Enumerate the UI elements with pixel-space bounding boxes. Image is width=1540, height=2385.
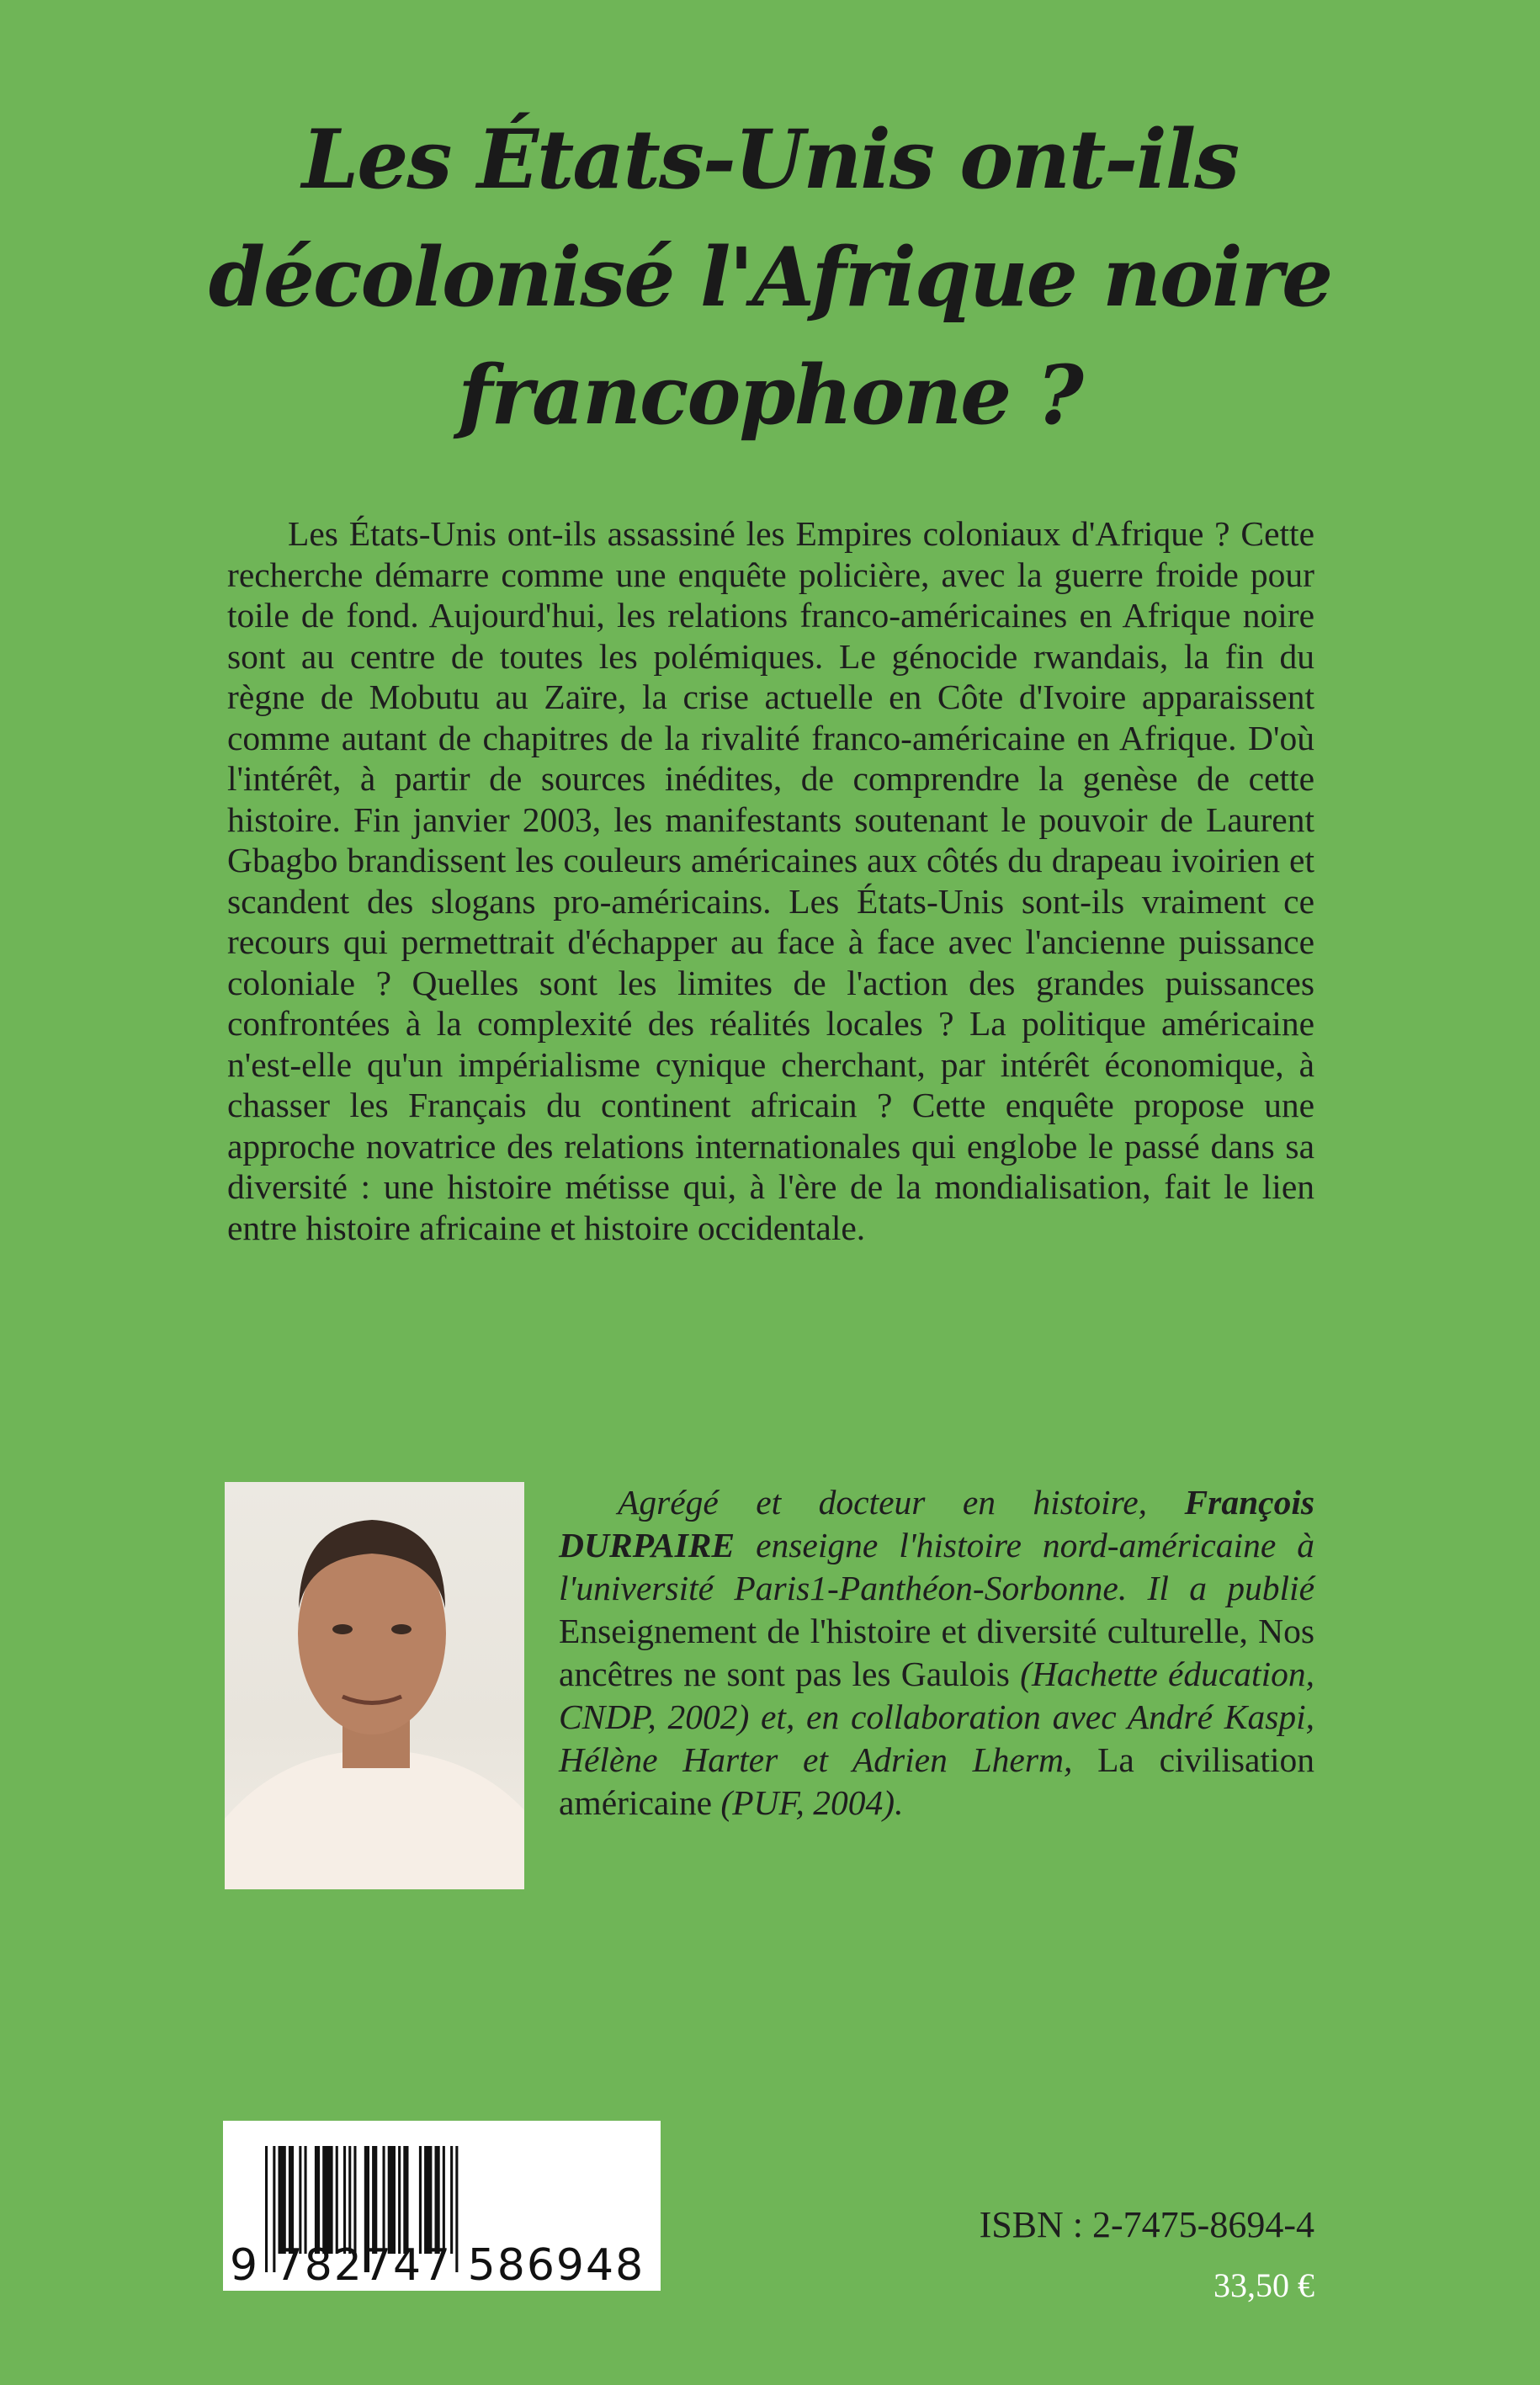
barcode-digits: 9 782747 586948 [230,2240,645,2291]
book-description [227,513,1314,1248]
barcode-bar [279,2146,286,2254]
barcode-bar [305,2146,307,2254]
barcode-bar [322,2146,332,2254]
description-text: Les États-Unis ont-ils assassiné les Empires coloniaux d'Afrique ? Cette recherche démarre comme une enquête policière, avec la guerre froide pour toile de fond. Aujourd'hui, les relations franco-américaines en Afrique noire sont au centre de toutes les polémiques. Le génocide rwandais, la fin du règne de Mobutu au Zaïre, la crise actuelle en Côte d'Ivoire apparaissent comme autant de chapitres de la rivalité franco-américaine en Afrique. D'où l'intérêt, à partir de sources inédites, de comprendre la genèse de cette histoire. Fin janvier 2003, les manifestants soutenant le pouvoir de Laurent Gbagbo brandissent les couleurs américaines aux côtés du drapeau ivoirien et scandent des slogans pro-américains. Les États-Unis sont-ils vraiment ce recours qui permettrait d'échapper au face à face avec l'ancienne puissance coloniale ? Quelles sont les limites de l'action des grandes puissances confrontées à la complexité des réalités locales ? La politique américaine n'est-elle qu'un impérialisme cynique cherchant, par intérêt économique, à chasser les Français du continent africain ? Cette enquête propose une approche novatrice des relations internationales qui englobe le passé dans sa diversité : une histoire métisse qui, à l'ère de la mondialisation, fait le lien entre histoire africaine et histoire occidentale. [227,514,1314,1247]
barcode-bar [299,2146,301,2254]
barcode-bar [315,2146,320,2254]
title-line: francophone ? [458,348,1082,443]
barcode-bar [336,2146,338,2254]
book-title [0,101,1540,454]
barcode [223,2121,661,2291]
isbn: ISBN : 2-7475-8694-4 [979,2204,1314,2245]
bio-text: (PUF, 2004). [712,1783,904,1822]
bio-text: enseigne l'histoire nord-américaine à l'université Paris1-Panthéon-Sorbonne. Il a publié [559,1526,1314,1607]
author-name: François DURPAIRE [559,1483,1314,1564]
barcode-bar [383,2146,385,2254]
author-portrait-icon [225,1482,524,1889]
barcode-bar [372,2146,377,2254]
barcode-bar [435,2146,440,2254]
price: 33,50 € [1213,2266,1314,2304]
barcode-bar [388,2146,396,2254]
book-reference: La civilisation américaine [559,1740,1314,1822]
barcode-bar [403,2146,408,2254]
barcode-bar [353,2146,356,2254]
barcode-bar [398,2146,401,2254]
barcode-bar [443,2146,445,2254]
author-photo [225,1482,524,1889]
bio-text: Agrégé et docteur en histoire, [618,1483,1185,1522]
barcode-bar [424,2146,432,2254]
barcode-bar [343,2146,346,2254]
author-bio [559,1481,1314,1825]
book-reference: Enseignement de l'histoire et diversité culturelle, Nos ancêtres ne sont pas les Gaulois [559,1612,1314,1693]
title-line: décolonisé l'Afrique noire [208,230,1332,325]
bio-text: (Hachette éducation, CNDP, 2002) et, en collaboration avec André Kaspi, Hélène Harter et Adrien Lherm, [559,1655,1314,1779]
barcode-bar [348,2146,351,2254]
title-line: Les États-Unis ont-ils [301,112,1239,207]
barcode-bar [419,2146,422,2254]
barcode-bar [289,2146,294,2254]
barcode-bar [450,2146,453,2254]
